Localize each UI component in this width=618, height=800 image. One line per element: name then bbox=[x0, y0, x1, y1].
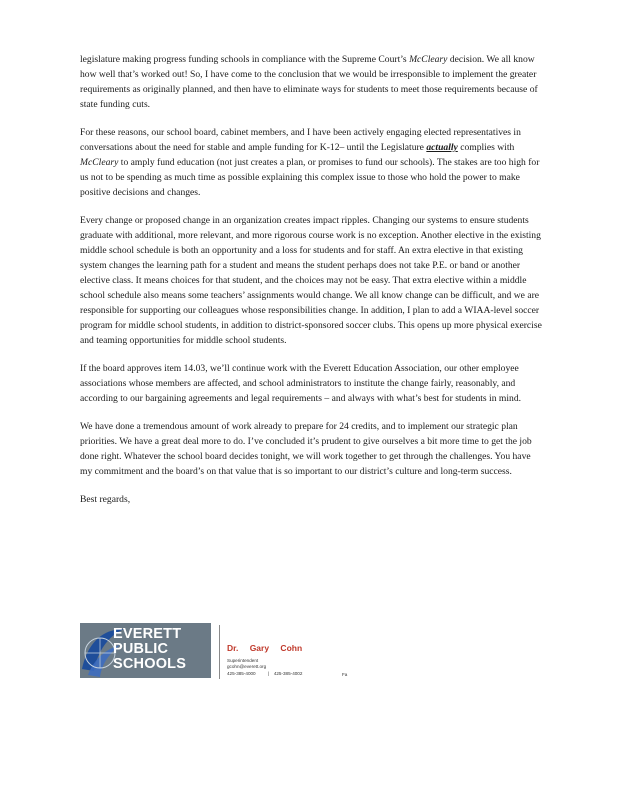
text-run: Every change or proposed change in an organization creates impact ripples. Changing our systems to ensure students graduate with additional, more relevant, and more rigorous course work is no exception. Another elective in the existing middle school schedule is both an opportunity and a loss for students and for staff. An extra elective in that existing system changes the learning path for a student and means the student perhaps does not take P.E. or band or another elective class. It means choices for that student, and the choices may not be easy. That extra elective within a middle school schedule also means some teachers’ assignments would change. We all know change can be difficult, and we are responsible for supporting our colleagues whose responsibilities change. In addition, I plan to add a WIAA-level soccer program for middle school students, in addition to district-sponsored soccer clubs. This opens up more physical exercise and teaming opportunities for middle school students. bbox=[80, 215, 542, 346]
signer-title: Superintendent bbox=[227, 658, 259, 663]
paragraph bbox=[80, 125, 542, 200]
text-run: McCleary bbox=[409, 54, 448, 65]
text-run: For these reasons, our school board, cabinet members, and I have been actively engaging elected representatives in conversations about the need for stable and ample funding for K-12– until the Legislature bbox=[80, 127, 521, 153]
paragraph bbox=[80, 419, 542, 479]
signer-fax: 425-385-4002 bbox=[273, 671, 303, 676]
closing: Best regards, bbox=[80, 494, 131, 505]
text-run: actually bbox=[426, 142, 458, 153]
paragraph bbox=[80, 52, 542, 112]
text-run: legislature making progress funding schools in compliance with the Supreme Court’s bbox=[80, 54, 410, 65]
text-run: If the board approves item 14.03, we’ll continue work with the Everett Education Association, our other employee associations whose members are affected, and school administrators to institute the change fairly, reasonably, and according to our bargaining agreements and legal requirements – and always with what’s best for students in mind. bbox=[80, 363, 522, 404]
text-run: to amply fund education (not just creates a plan, or promises to fund our schools). The stakes are too high for us not to be spending as much time as possible explaining this complex issue to those who hold the power to make positive decisions and changes. bbox=[80, 157, 540, 198]
logo-text: EVERETT PUBLIC SCHOOLS bbox=[113, 626, 187, 672]
text-run: complies with bbox=[457, 142, 515, 153]
paragraph bbox=[80, 213, 542, 348]
signer-phone: 425-385-4000 bbox=[227, 671, 256, 676]
signer-name: Dr. Gary Cohn bbox=[227, 643, 303, 653]
fax-label: Fa bbox=[342, 672, 348, 677]
text-run: We have done a tremendous amount of work already to prepare for 24 credits, and to implement our strategic plan priorities. We have a great deal more to do. I’ve concluded it’s prudent to give ourselves a bit more time to get the job done right. Whatever the school board decides tonight, we will work together to get through the challenges. You have my commitment and the board’s on that value that is so important to our district’s culture and long-term success. bbox=[80, 421, 532, 477]
text-run: decision. We all know how well that’s worked out! So, I have come to the conclusion that we would be irresponsible to implement the greater requirements as originally planned, and then have to eliminate ways for students to meet those requirements because of state funding cuts. bbox=[80, 54, 538, 110]
text-run: McCleary bbox=[80, 157, 119, 168]
signer-email: gcohn@everett.org bbox=[227, 664, 267, 669]
signature-block bbox=[80, 623, 540, 683]
letter-body bbox=[80, 52, 542, 520]
district-logo bbox=[80, 623, 211, 678]
paragraph bbox=[80, 361, 542, 406]
signature-divider bbox=[219, 625, 220, 679]
signer-phones: 425-385-4000 | 425-385-4002 bbox=[227, 671, 303, 676]
